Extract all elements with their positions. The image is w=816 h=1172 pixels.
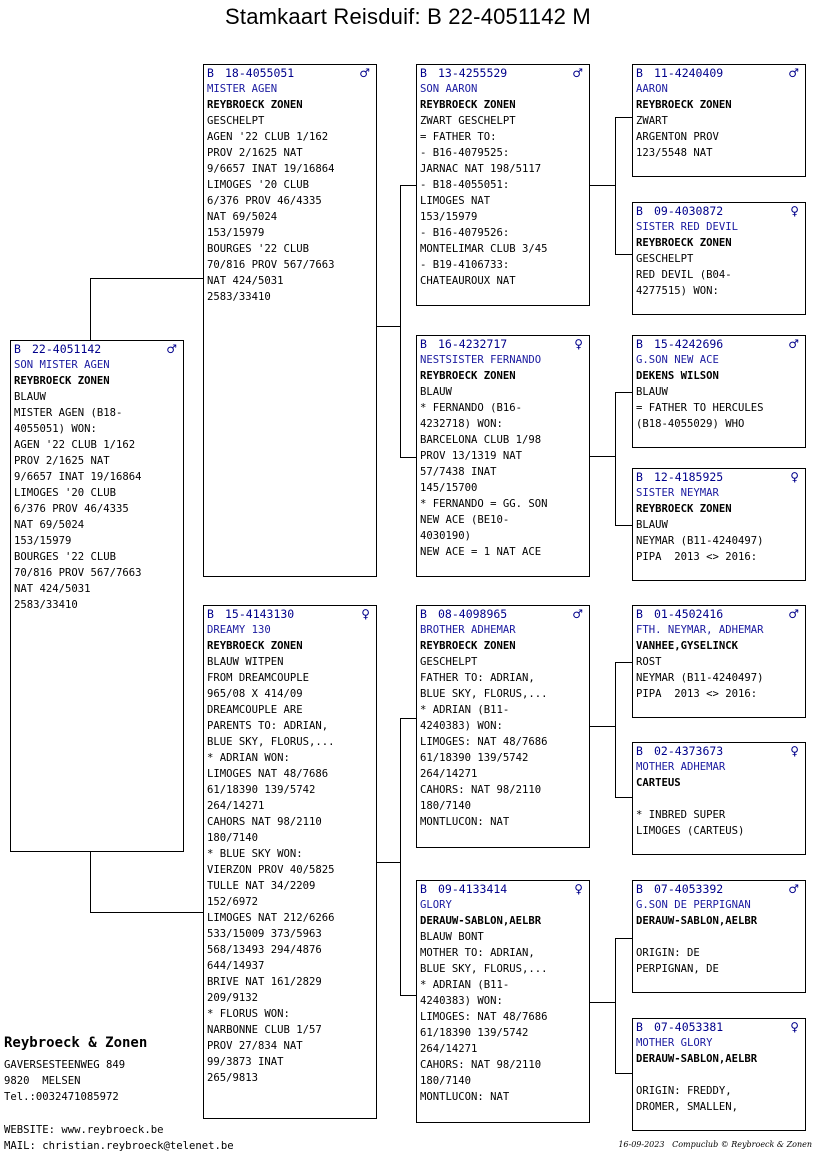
info-line: * ADRIAN (B11- [420,704,510,716]
info-line: 153/15979 [14,535,72,547]
owner-name: REYBROECK ZONEN [636,503,732,515]
info-line: LIMOGES '20 CLUB [207,179,310,191]
info-line: 180/7140 [207,832,259,844]
breeder-website[interactable]: WEBSITE: www.reybroeck.be [4,1124,164,1136]
owner-name: DEKENS WILSON [636,370,719,382]
info-line: BLAUW [420,386,452,398]
pigeon-name: SISTER RED DEVIL [636,221,739,233]
pigeon-name: FTH. NEYMAR, ADHEMAR [636,624,764,636]
pigeon-name: SISTER NEYMAR [636,487,719,499]
info-line: 70/816 PROV 567/7663 [14,567,142,579]
country-code: B [636,204,643,218]
ring-number: 08-4098965 [438,607,508,621]
info-line: 6/376 PROV 46/4335 [14,503,129,515]
info-line: 6/376 PROV 46/4335 [207,195,322,207]
breeder-city: 9820 MELSEN [4,1075,81,1087]
info-line: MISTER AGEN (B18- [14,407,123,419]
male-symbol-icon: ♂ [166,342,177,356]
info-line: RED DEVIL (B04- [636,269,732,281]
info-line: LIMOGES (CARTEUS) [636,825,745,837]
pigeon-name: MOTHER ADHEMAR [636,761,726,773]
owner-name: REYBROECK ZONEN [207,99,303,111]
info-line: - B19-4106733: [420,259,510,271]
info-line: NEW ACE = 1 NAT ACE [420,546,542,558]
info-line: TULLE NAT 34/2209 [207,880,316,892]
info-line: 9/6657 INAT 19/16864 [14,471,142,483]
info-line: BLUE SKY, FLORUS,... [420,963,548,975]
info-line: (B18-4055029) WHO [636,418,745,430]
info-line: PROV 2/1625 NAT [14,455,110,467]
info-line: 61/18390 139/5742 [420,1027,529,1039]
pedigree-card-dam-sire[interactable] [416,605,590,848]
connector-dam-parents [376,862,401,863]
info-line: 153/15979 [420,211,478,223]
info-line: ARGENTON PROV [636,131,719,143]
info-line: PARENTS TO: ADRIAN, [207,720,329,732]
info-line: 264/14271 [420,768,478,780]
owner-name: REYBROECK ZONEN [14,375,110,387]
info-line: 4240383) WON: [420,995,503,1007]
card-header [417,606,589,622]
info-line: GESCHELPT [420,656,478,668]
info-line: AGEN '22 CLUB 1/162 [14,439,136,451]
male-symbol-icon: ♂ [788,337,799,351]
info-line: NAT 424/5031 [207,275,284,287]
pedigree-card-ddd[interactable] [632,1018,806,1131]
info-line: BLUE SKY, FLORUS,... [207,736,335,748]
male-symbol-icon: ♂ [788,66,799,80]
country-code: B [636,882,643,896]
pedigree-card-dss[interactable] [632,605,806,718]
info-line: LIMOGES '20 CLUB [14,487,117,499]
connector-dd-parents [589,1002,616,1003]
pigeon-name: MISTER AGEN [207,83,278,95]
info-line: NARBONNE CLUB 1/57 [207,1024,322,1036]
country-code: B [207,607,214,621]
info-line: 4030190) [420,530,472,542]
info-line: 265/9813 [207,1072,259,1084]
info-line: FROM DREAMCOUPLE [207,672,310,684]
pedigree-card-subject[interactable] [10,340,184,852]
info-line: CHATEAUROUX NAT [420,275,516,287]
ring-number: 15-4143130 [225,607,295,621]
info-line: = FATHER TO: [420,131,497,143]
page-title: Stamkaart Reisduif: B 22-4051142 M [225,4,591,29]
card-header [633,469,805,485]
pigeon-name: GLORY [420,899,452,911]
pedigree-card-sss[interactable] [632,64,806,177]
country-code: B [636,744,643,758]
info-line: DREAMCOUPLE ARE [207,704,303,716]
info-line: BLAUW [14,391,46,403]
pedigree-card-sire-sire[interactable] [416,64,590,306]
pigeon-name: AARON [636,83,668,95]
info-line: 153/15979 [207,227,265,239]
male-symbol-icon: ♂ [572,66,583,80]
pigeon-name: G.SON NEW ACE [636,354,719,366]
pedigree-card-dam[interactable] [203,605,377,1119]
info-line: CAHORS: NAT 98/2110 [420,1059,542,1071]
owner-name: DERAUW-SABLON,AELBR [636,915,758,927]
info-line: 4232718) WON: [420,418,503,430]
ring-number: 01-4502416 [654,607,724,621]
card-header [417,336,589,352]
pedigree-card-sire[interactable] [203,64,377,577]
info-line: 2583/33410 [207,291,271,303]
info-line: 61/18390 139/5742 [420,752,529,764]
info-line: 4240383) WON: [420,720,503,732]
female-symbol-icon: ♀ [574,882,583,896]
info-line: * ADRIAN (B11- [420,979,510,991]
connector-subject-dam [90,852,205,913]
female-symbol-icon: ♀ [790,1020,799,1034]
info-line: PROV 2/1625 NAT [207,147,303,159]
info-line: 180/7140 [420,800,472,812]
female-symbol-icon: ♀ [574,337,583,351]
info-line [633,929,805,945]
print-stamp: 16-09-2023 Compuclub © Reybroeck & Zonen [618,1140,812,1149]
connector-ss-parents-vert [615,117,633,255]
pedigree-card-ssd[interactable] [632,202,806,315]
info-line: ORIGIN: FREDDY, [636,1085,732,1097]
info-line: NAT 69/5024 [207,211,278,223]
info-line: * FERNANDO (B16- [420,402,523,414]
info-line: NEW ACE (BE10- [420,514,510,526]
connector-sd-parents [589,456,616,457]
ring-number: 02-4373673 [654,744,724,758]
card-header [633,336,805,352]
pigeon-name: BROTHER ADHEMAR [420,624,516,636]
info-line: MONTLUCON: NAT [420,816,510,828]
pigeon-name: DREAMY 130 [207,624,271,636]
info-line: LIMOGES: NAT 48/7686 [420,1011,548,1023]
ring-number: 07-4053381 [654,1020,724,1034]
info-line: MONTLUCON: NAT [420,1091,510,1103]
info-line: = FATHER TO HERCULES [636,402,764,414]
pigeon-name: SON MISTER AGEN [14,359,110,371]
breeder-phone: Tel.:0032471085972 [4,1091,119,1103]
connector-sire-parents-vert [400,185,417,458]
card-header [204,65,376,81]
info-line: * FERNANDO = GG. SON [420,498,548,510]
pedigree-card-dam-dam[interactable] [416,880,590,1123]
country-code: B [14,342,21,356]
pigeon-name: SON AARON [420,83,478,95]
country-code: B [636,470,643,484]
info-line: NEYMAR (B11-4240497) [636,672,764,684]
info-line: 965/08 X 414/09 [207,688,303,700]
info-line: NAT 69/5024 [14,519,85,531]
info-line: 4277515) WON: [636,285,719,297]
info-line: - B16-4079525: [420,147,510,159]
female-symbol-icon: ♀ [361,607,370,621]
info-line: 145/15700 [420,482,478,494]
info-line: BOURGES '22 CLUB [207,243,310,255]
info-line: * FLORUS WON: [207,1008,290,1020]
info-line: 61/18390 139/5742 [207,784,316,796]
pedigree-card-sds[interactable] [632,335,806,448]
owner-name: REYBROECK ZONEN [636,237,732,249]
country-code: B [636,1020,643,1034]
owner-name: REYBROECK ZONEN [420,370,516,382]
info-line: 70/816 PROV 567/7663 [207,259,335,271]
female-symbol-icon: ♀ [790,744,799,758]
info-line: PERPIGNAN, DE [636,963,719,975]
breeder-email[interactable]: MAIL: christian.reybroeck@telenet.be [4,1140,234,1152]
info-line: CAHORS: NAT 98/2110 [420,784,542,796]
ring-number: 18-4055051 [225,66,295,80]
info-line: NAT 424/5031 [14,583,91,595]
connector-dam-parents-vert [400,718,417,996]
pedigree-card-dds[interactable] [632,880,806,993]
card-header [633,606,805,622]
info-line: LIMOGES: NAT 48/7686 [420,736,548,748]
country-code: B [636,66,643,80]
info-line: DROMER, SMALLEN, [636,1101,739,1113]
card-header [417,881,589,897]
card-header [633,203,805,219]
info-line: 4055051) WON: [14,423,97,435]
info-line: BLAUW BONT [420,931,484,943]
info-line: PROV 13/1319 NAT [420,450,523,462]
ring-number: 16-4232717 [438,337,508,351]
info-line: JARNAC NAT 198/5117 [420,163,542,175]
ring-number: 15-4242696 [654,337,724,351]
info-line: BLAUW WITPEN [207,656,284,668]
male-symbol-icon: ♂ [788,607,799,621]
info-line [633,791,805,807]
breeder-name: Reybroeck & Zonen [4,1035,148,1051]
owner-name: REYBROECK ZONEN [420,640,516,652]
card-header [633,65,805,81]
info-line: 2583/33410 [14,599,78,611]
male-symbol-icon: ♂ [788,882,799,896]
connector-sire-parents [376,326,401,327]
connector-ds-parents [589,726,616,727]
card-header [11,341,183,357]
ring-number: 22-4051142 [32,342,102,356]
info-line: VIERZON PROV 40/5825 [207,864,335,876]
info-line: 264/14271 [207,800,265,812]
country-code: B [636,607,643,621]
info-line: CAHORS NAT 98/2110 [207,816,322,828]
info-line: BLAUW [636,519,668,531]
connector-ss-parents [589,185,616,186]
info-line [633,1067,805,1083]
card-header [633,1019,805,1035]
info-line: FATHER TO: ADRIAN, [420,672,535,684]
info-line: BOURGES '22 CLUB [14,551,117,563]
info-line: * ADRIAN WON: [207,752,290,764]
info-line: LIMOGES NAT 212/6266 [207,912,335,924]
ring-number: 11-4240409 [654,66,724,80]
info-line: ROST [636,656,662,668]
info-line: 9/6657 INAT 19/16864 [207,163,335,175]
owner-name: VANHEE,GYSELINCK [636,640,739,652]
info-line: MOTHER TO: ADRIAN, [420,947,535,959]
owner-name: REYBROECK ZONEN [207,640,303,652]
card-header [204,606,376,622]
info-line: 152/6972 [207,896,259,908]
info-line: 264/14271 [420,1043,478,1055]
pigeon-name: NESTSISTER FERNANDO [420,354,542,366]
connector-dd-parents-vert [615,938,633,1074]
pigeon-name: MOTHER GLORY [636,1037,713,1049]
info-line: ZWART [636,115,668,127]
country-code: B [420,337,427,351]
owner-name: CARTEUS [636,777,681,789]
info-line: NEYMAR (B11-4240497) [636,535,764,547]
info-line: 209/9132 [207,992,259,1004]
country-code: B [420,607,427,621]
ring-number: 12-4185925 [654,470,724,484]
ring-number: 13-4255529 [438,66,508,80]
female-symbol-icon: ♀ [790,470,799,484]
info-line: 533/15009 373/5963 [207,928,322,940]
connector-subject-sire [90,278,205,341]
ring-number: 09-4133414 [438,882,508,896]
info-line: 123/5548 NAT [636,147,713,159]
ring-number: 07-4053392 [654,882,724,896]
info-line: LIMOGES NAT [420,195,491,207]
info-line: ZWART GESCHELPT [420,115,516,127]
ring-number: 09-4030872 [654,204,724,218]
info-line: 568/13493 294/4876 [207,944,322,956]
info-line: BARCELONA CLUB 1/98 [420,434,542,446]
info-line: 180/7140 [420,1075,472,1087]
owner-name: REYBROECK ZONEN [420,99,516,111]
male-symbol-icon: ♂ [572,607,583,621]
info-line: MONTELIMAR CLUB 3/45 [420,243,548,255]
pedigree-card-sire-dam[interactable] [416,335,590,577]
owner-name: DERAUW-SABLON,AELBR [636,1053,758,1065]
country-code: B [207,66,214,80]
breeder-street: GAVERSESTEENWEG 849 [4,1059,126,1071]
info-line: 99/3873 INAT [207,1056,284,1068]
info-line: GESCHELPT [207,115,265,127]
info-line: BLUE SKY, FLORUS,... [420,688,548,700]
owner-name: REYBROECK ZONEN [636,99,732,111]
info-line: * BLUE SKY WON: [207,848,303,860]
male-symbol-icon: ♂ [359,66,370,80]
info-line: AGEN '22 CLUB 1/162 [207,131,329,143]
info-line: BLAUW [636,386,668,398]
pedigree-card-sdd[interactable] [632,468,806,581]
country-code: B [420,66,427,80]
info-line: ORIGIN: DE [636,947,700,959]
pigeon-name: G.SON DE PERPIGNAN [636,899,751,911]
info-line: LIMOGES NAT 48/7686 [207,768,329,780]
info-line: BRIVE NAT 161/2829 [207,976,322,988]
card-header [417,65,589,81]
connector-ds-parents-vert [615,662,633,798]
card-header [633,881,805,897]
owner-name: DERAUW-SABLON,AELBR [420,915,542,927]
info-line: - B16-4079526: [420,227,510,239]
info-line: 644/14937 [207,960,265,972]
country-code: B [420,882,427,896]
connector-sd-parents-vert [615,392,633,526]
pedigree-card-dsd[interactable] [632,742,806,855]
info-line: * INBRED SUPER [636,809,726,821]
female-symbol-icon: ♀ [790,204,799,218]
info-line: PIPA 2013 <> 2016: [636,551,758,563]
card-header [633,743,805,759]
info-line: 57/7438 INAT [420,466,497,478]
country-code: B [636,337,643,351]
info-line: GESCHELPT [636,253,694,265]
info-line: PROV 27/834 NAT [207,1040,303,1052]
info-line: PIPA 2013 <> 2016: [636,688,758,700]
info-line: - B18-4055051: [420,179,510,191]
